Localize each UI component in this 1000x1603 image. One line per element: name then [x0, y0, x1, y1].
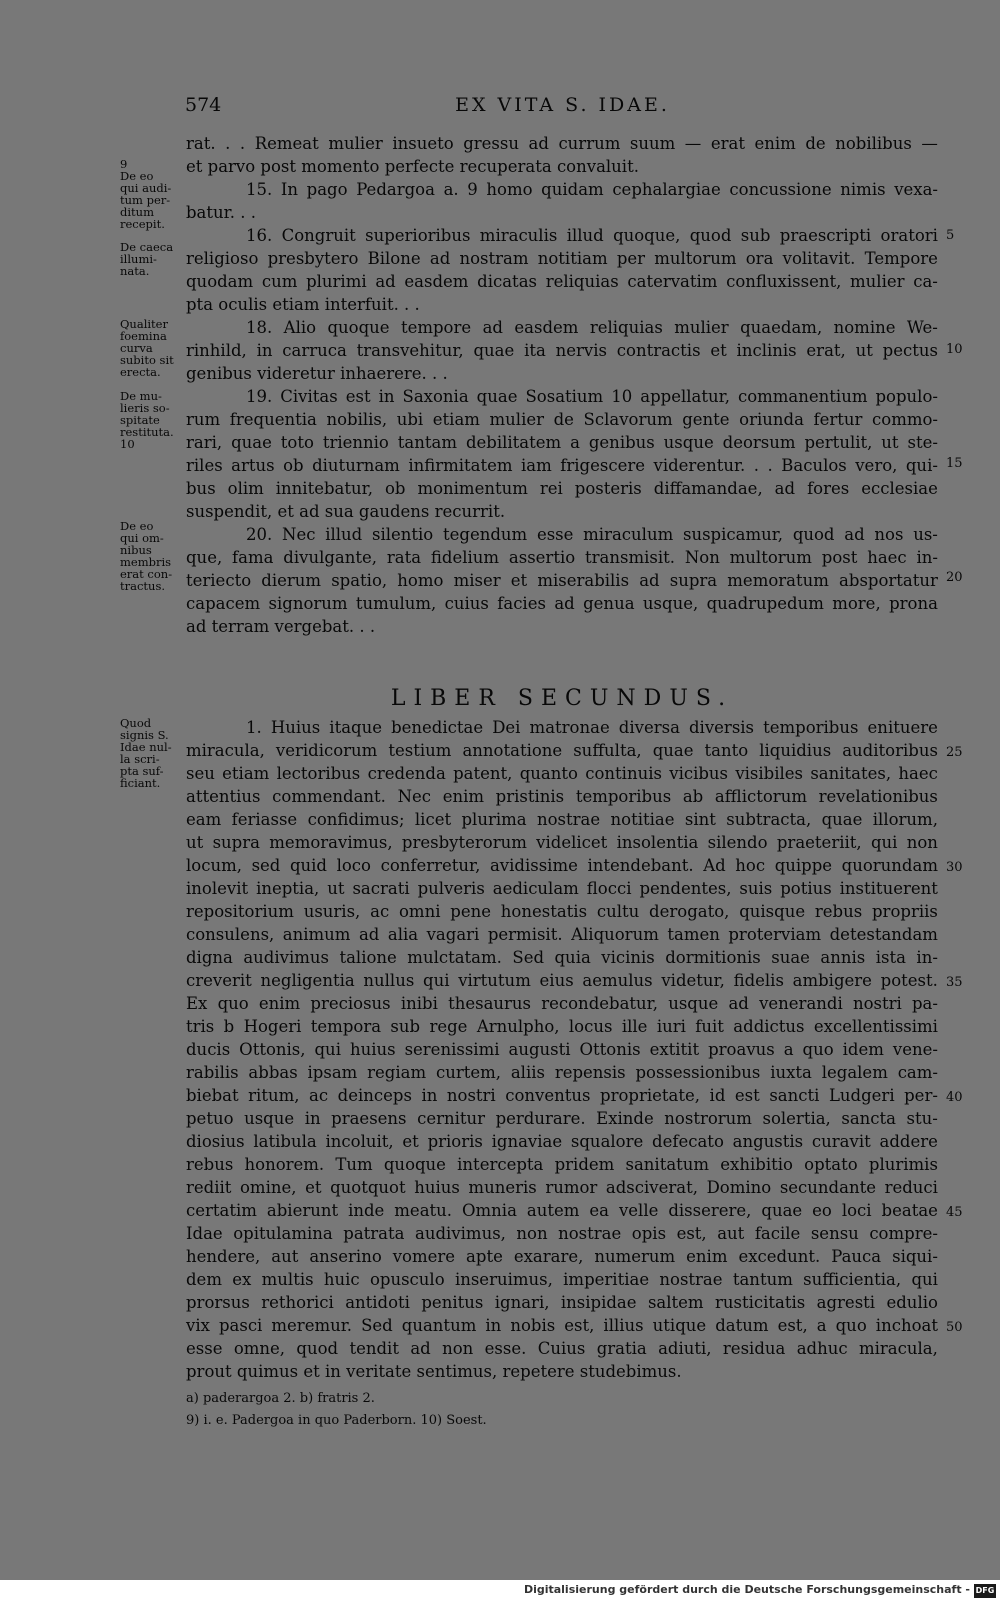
text-line: et parvo post momento perfecte recuperata convaluit.: [186, 157, 639, 176]
text-line: Idae opitulamina patrata audivimus, non nostrae opis est, aut facile sensu compre-: [186, 1224, 938, 1243]
margin-note-line: De caeca: [120, 240, 174, 254]
text-line: tris b Hogeri tempora sub rege Arnulpho, locus ille iuri fuit addictus excellentissimi: [186, 1017, 938, 1036]
text-line: rum frequentia nobilis, ubi etiam mulier de Sclavorum gente oriunda fertur commo-: [186, 410, 938, 429]
line-number: 40: [946, 1090, 963, 1105]
text-line: rari, quae toto triennio tantam debilitatem a genibus usque deorsum pertulit, ut ste-: [186, 433, 938, 452]
margin-note-line: ficiant.: [120, 776, 161, 790]
text-line: certatim abierunt inde meatu. Omnia autem ea velle disserere, quae eo loci beatae: [186, 1201, 938, 1220]
text-line: capacem signorum tumulum, cuius facies ad genua usque, quadrupedum more, prona: [186, 594, 938, 613]
text-line: ut supra memoravimus, presbyterorum videlicet insolentia silendo praeteriit, qui non: [186, 833, 938, 852]
text-line: 20. Nec illud silentio tegendum esse miraculum suspicamur, quod ad nos us-: [246, 525, 938, 544]
text-line: consulens, animum ad alia vagari permisit. Aliquorum tamen proterviam detestandam: [186, 925, 938, 944]
margin-note-line: erat con-: [120, 567, 173, 581]
running-head: EX VITA S. IDAE.: [455, 94, 670, 116]
line-number: 10: [946, 342, 963, 357]
margin-note-line: qui om-: [120, 531, 164, 545]
text-line: riles artus ob diuturnam infirmitatem iam frigescere viderentur. . . Baculos vero, qui-: [186, 456, 938, 475]
margin-note-line: nata.: [120, 264, 150, 278]
text-line: ducis Ottonis, qui huius serenissimi augusti Ottonis extitit proavus a quo idem vene-: [186, 1040, 938, 1059]
dfg-logo: DFG: [974, 1584, 996, 1598]
footnote-line: 9) i. e. Padergoa in quo Paderborn. 10) Soest.: [186, 1413, 487, 1428]
margin-note-line: qui audi-: [120, 181, 172, 195]
text-line: rebus honorem. Tum quoque intercepta pridem sanitatum exhibitio optato plurimis: [186, 1155, 938, 1174]
text-line: rabilis abbas ipsam regiam curtem, aliis repensis possessionibus iuxta legalem cam-: [186, 1063, 938, 1082]
margin-note-line: 9: [120, 157, 128, 171]
margin-note-line: signis S.: [120, 728, 169, 742]
margin-note-line: spitate: [120, 413, 160, 427]
line-number: 25: [946, 745, 963, 760]
text-line: teriecto dierum spatio, homo miser et miserabilis ad supra memoratum absportatur: [186, 571, 938, 590]
text-line: 19. Civitas est in Saxonia quae Sosatium 10 appellatur, commanentium populo-: [246, 387, 938, 406]
text-line: 18. Alio quoque tempore ad easdem reliquias mulier quaedam, nomine We-: [246, 318, 938, 337]
liber-secundus-heading: LIBER SECUNDUS.: [390, 686, 734, 711]
text-line: petuo usque in praesens cernitur perdurare. Exinde nostrorum solertia, sancta stu-: [186, 1109, 938, 1128]
margin-note-line: Quod: [120, 716, 152, 730]
text-line: dem ex multis huic opusculo inseruimus, imperitiae nostrae tantum sufficientia, qui: [186, 1270, 938, 1289]
text-line: suspendit, et ad sua gaudens recurrit.: [186, 502, 506, 521]
margin-note-line: restituta.: [120, 425, 174, 439]
text-line: diosius latibula incoluit, et prioris ignaviae squalore defecato angustis curavit addere: [186, 1132, 938, 1151]
line-number: 45: [946, 1205, 963, 1220]
page-header: [185, 94, 940, 124]
text-line: digna audivimus talione mulctatam. Sed quia vicinis dormitionis suae annis ista in-: [186, 948, 938, 967]
text-line: Ex quo enim preciosus inibi thesaurus recondebatur, usque ad venerandi nostri pa-: [186, 994, 938, 1013]
margin-note-line: De eo: [120, 519, 154, 533]
margin-note-line: tum per-: [120, 193, 171, 207]
text-line: rinhild, in carruca transvehitur, quae ita nervis contractis et inclinis erat, ut pectus: [186, 341, 938, 360]
line-number: 35: [946, 975, 963, 990]
margin-note-line: illumi-: [120, 252, 157, 266]
text-line: genibus videretur inhaerere. . .: [186, 364, 448, 383]
line-number: 5: [946, 228, 955, 243]
margin-note-line: Idae nul-: [120, 740, 172, 754]
margin-note-line: De mu-: [120, 389, 162, 403]
text-line: 1. Huius itaque benedictae Dei matronae diversa diversis temporibus enituere: [246, 718, 938, 737]
text-line: quodam cum plurimi ad easdem dicatas reliquias catervatim confluxissent, mulier ca-: [186, 272, 938, 291]
margin-note-line: lieris so-: [120, 401, 170, 415]
line-number: 15: [946, 456, 963, 471]
text-line: biebat ritum, ac deinceps in nostri conventus proprietate, id est sancti Ludgeri per-: [186, 1086, 938, 1105]
text-line: religioso presbytero Bilone ad nostram notitiam per multorum ora volitavit. Tempore: [186, 249, 938, 268]
margin-note-line: la scri-: [120, 752, 160, 766]
margin-note-line: foemina: [120, 329, 167, 343]
text-line: 16. Congruit superioribus miraculis illud quoque, quod sub praescripti oratori: [246, 226, 938, 245]
text-line: repositorium usuris, ac omni pene honestatis cultu derogato, quisque rebus propriis: [186, 902, 938, 921]
margin-note-line: Qualiter: [120, 317, 168, 331]
footer-credit: Digitalisierung gefördert durch die Deutsche Forschungsgemeinschaft -: [523, 1583, 970, 1596]
text-line: prout quimus et in veritate sentimus, repetere studebimus.: [186, 1362, 682, 1381]
line-number: 20: [946, 570, 963, 585]
text-line: prorsus rethorici antidoti penitus ignari, insipidae saltem rusticitatis agresti edulio: [186, 1293, 938, 1312]
text-line: 15. In pago Pedargoa a. 9 homo quidam cephalargiae concussione nimis vexa-: [246, 180, 938, 199]
margin-note-line: 10: [120, 437, 135, 451]
book-two-text: [186, 716, 938, 1383]
text-line: que, fama divulgante, rata fidelium assertio transmisit. Non multorum post haec in-: [186, 548, 938, 567]
book-one-text: [186, 132, 938, 638]
text-line: pta oculis etiam interfuit. . .: [186, 295, 420, 314]
footnote-line: a) paderargoa 2. b) fratris 2.: [186, 1391, 375, 1406]
text-line: rediit omine, et quotquot huius muneris rumor adsciverat, Domino secundante reduci: [186, 1178, 938, 1197]
margin-note: [120, 520, 180, 592]
text-line: inolevit ineptia, ut sacrati pulveris aediculam flocci pendentes, suis potius instituerent: [186, 879, 938, 898]
margin-note-line: erecta.: [120, 365, 161, 379]
line-number: 50: [946, 1320, 963, 1335]
text-line: esse omne, quod tendit ad non esse. Cuius gratia adiuti, residua adhuc miracula,: [186, 1339, 938, 1358]
margin-note-line: recepit.: [120, 217, 165, 231]
margin-note: [120, 717, 180, 789]
text-line: attentius commendant. Nec enim pristinis temporibus ab afflictorum revelationibus: [186, 787, 938, 806]
footnotes: [186, 1388, 487, 1432]
text-line: bus olim innitebatur, ob monimentum rei posteris diffamandae, ad fores ecclesiae: [186, 479, 938, 498]
text-line: seu etiam lectoribus credenda patent, quanto continuis vicibus visibiles sanitates, haec: [186, 764, 938, 783]
text-line: creverit negligentia nullus qui virtutum eius aemulus videtur, fidelis ambigere potest.: [186, 971, 938, 990]
margin-note: [120, 390, 180, 450]
text-line: batur. . .: [186, 203, 256, 222]
margin-note: [120, 318, 180, 378]
page-number: 574: [185, 94, 222, 116]
text-line: hendere, aut anserino vomere apte exarare, numerum enim excedunt. Pauca siqui-: [186, 1247, 938, 1266]
margin-note-line: pta suf-: [120, 764, 164, 778]
text-line: locum, sed quid loco conferretur, avidissime intendebant. Ad hoc quippe quorundam: [186, 856, 938, 875]
text-line: vix pasci meremur. Sed quantum in nobis est, illius utique datum est, a quo inchoat: [186, 1316, 938, 1335]
margin-note-line: membris: [120, 555, 172, 569]
margin-note: [120, 241, 180, 277]
margin-note-line: De eo: [120, 169, 154, 183]
text-line: ad terram vergebat. . .: [186, 617, 376, 636]
margin-note-line: ditum: [120, 205, 154, 219]
margin-note: [120, 158, 180, 230]
margin-note-line: subito sit: [120, 353, 174, 367]
text-line: miracula, veridicorum testium annotatione suffulta, quae tanto liquidius auditoribus: [186, 741, 938, 760]
margin-note-line: tractus.: [120, 579, 166, 593]
footer-bar: [0, 1580, 1000, 1603]
line-number: 30: [946, 860, 963, 875]
margin-note-line: nibus: [120, 543, 152, 557]
text-line: rat. . . Remeat mulier insueto gressu ad currum suum — erat enim de nobilibus —: [186, 134, 938, 153]
text-line: eam feriasse confidimus; licet plurima nostrae notitiae sint subtracta, quae illorum,: [186, 810, 938, 829]
margin-note-line: curva: [120, 341, 153, 355]
